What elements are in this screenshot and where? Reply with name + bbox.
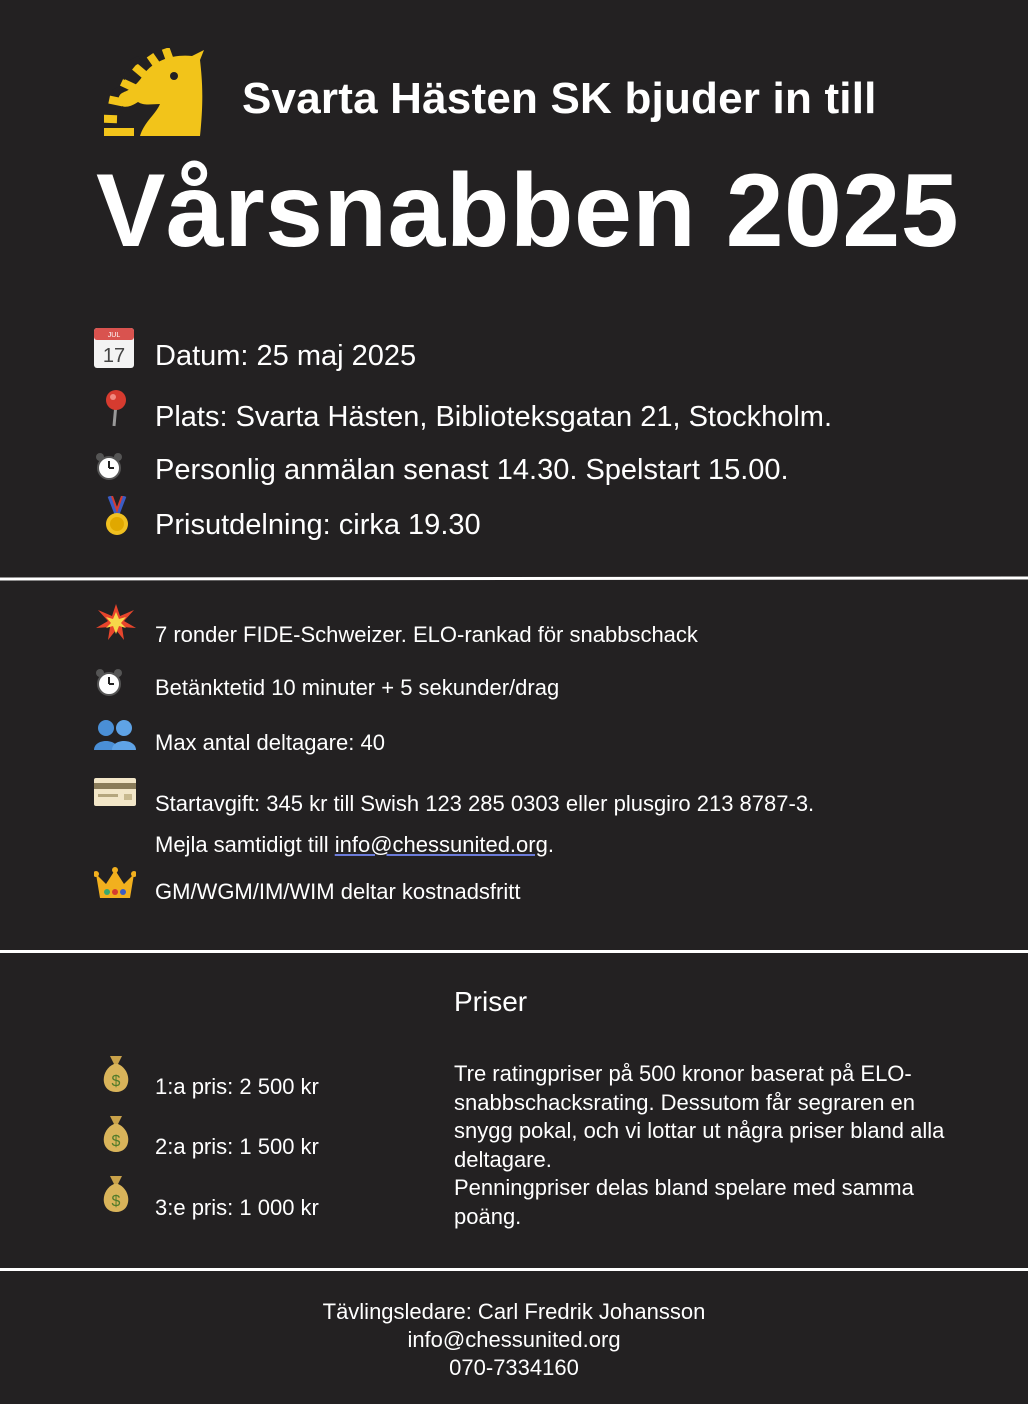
footer-email[interactable]: info@chessunited.org <box>407 1327 621 1352</box>
divider-2 <box>0 950 1028 953</box>
registration-text: Personlig anmälan senast 14.30. Spelstart 15.00. <box>155 454 789 486</box>
fee-text: Startavgift: 345 kr till Swish 123 285 0303 eller plusgiro 213 8787-3. <box>155 791 815 816</box>
calendar-month: JUL <box>107 332 121 339</box>
knight-icon <box>104 48 206 138</box>
prize-description-1: Tre ratingpriser på 500 kronor baserat på ELO-snabbschacksrating. Dessutom får segraren en snygg pokal, och vi lottar ut några priser bland alla deltagare. <box>454 1061 945 1172</box>
rounds-text: 7 ronder FIDE-Schweizer. ELO-rankad för snabbschack <box>155 622 698 647</box>
mail-prefix: Mejla samtidigt till <box>155 832 335 857</box>
email-link[interactable]: info@chessunited.org <box>334 832 548 857</box>
people-icon <box>94 718 136 757</box>
prize-2: 2:a pris: 1 500 kr <box>155 1134 319 1159</box>
svg-text:$: $ <box>111 1073 121 1090</box>
alarm-clock-icon <box>94 668 124 703</box>
titled-text: GM/WGM/IM/WIM deltar kostnadsfritt <box>155 879 521 904</box>
pushpin-icon <box>100 388 130 435</box>
mail-line <box>155 832 554 858</box>
divider-3 <box>0 1268 1028 1271</box>
invitation-subtitle: Svarta Hästen SK bjuder in till <box>242 74 877 123</box>
medal-icon <box>104 496 130 543</box>
place-text: Plats: Svarta Hästen, Biblioteksgatan 21, Stockholm. <box>155 401 833 433</box>
awards-text: Prisutdelning: cirka 19.30 <box>155 509 481 541</box>
credit-card-icon <box>94 778 136 811</box>
money-bag-icon <box>100 1054 132 1099</box>
prize-description <box>454 1060 954 1231</box>
prize-3: 3:e pris: 1 000 kr <box>155 1195 319 1220</box>
svg-text:$: $ <box>111 1133 121 1150</box>
money-bag-icon <box>100 1174 132 1219</box>
svg-text:$: $ <box>111 1193 121 1210</box>
organizer-text: Tävlingsledare: Carl Fredrik Johansson <box>322 1299 706 1324</box>
prize-description-2: Penningpriser delas bland spelare med samma poäng. <box>454 1175 914 1229</box>
calendar-day: 17 <box>102 345 126 367</box>
date-text: Datum: 25 maj 2025 <box>155 340 417 372</box>
max-players-text: Max antal deltagare: 40 <box>155 730 385 755</box>
divider-1 <box>0 577 1028 581</box>
crown-icon <box>94 866 136 905</box>
prizes-heading: Priser <box>454 986 528 1017</box>
prize-1: 1:a pris: 2 500 kr <box>155 1074 319 1099</box>
collision-icon <box>96 604 136 645</box>
calendar-icon <box>92 326 136 370</box>
footer-phone: 070-7334160 <box>449 1355 579 1380</box>
money-bag-icon <box>100 1114 132 1159</box>
time-control-text: Betänktetid 10 minuter + 5 sekunder/drag <box>155 675 560 700</box>
mail-suffix: . <box>547 832 554 857</box>
event-title: Vårsnabben 2025 <box>96 153 960 269</box>
alarm-clock-icon <box>94 452 124 487</box>
footer <box>0 1298 1028 1382</box>
